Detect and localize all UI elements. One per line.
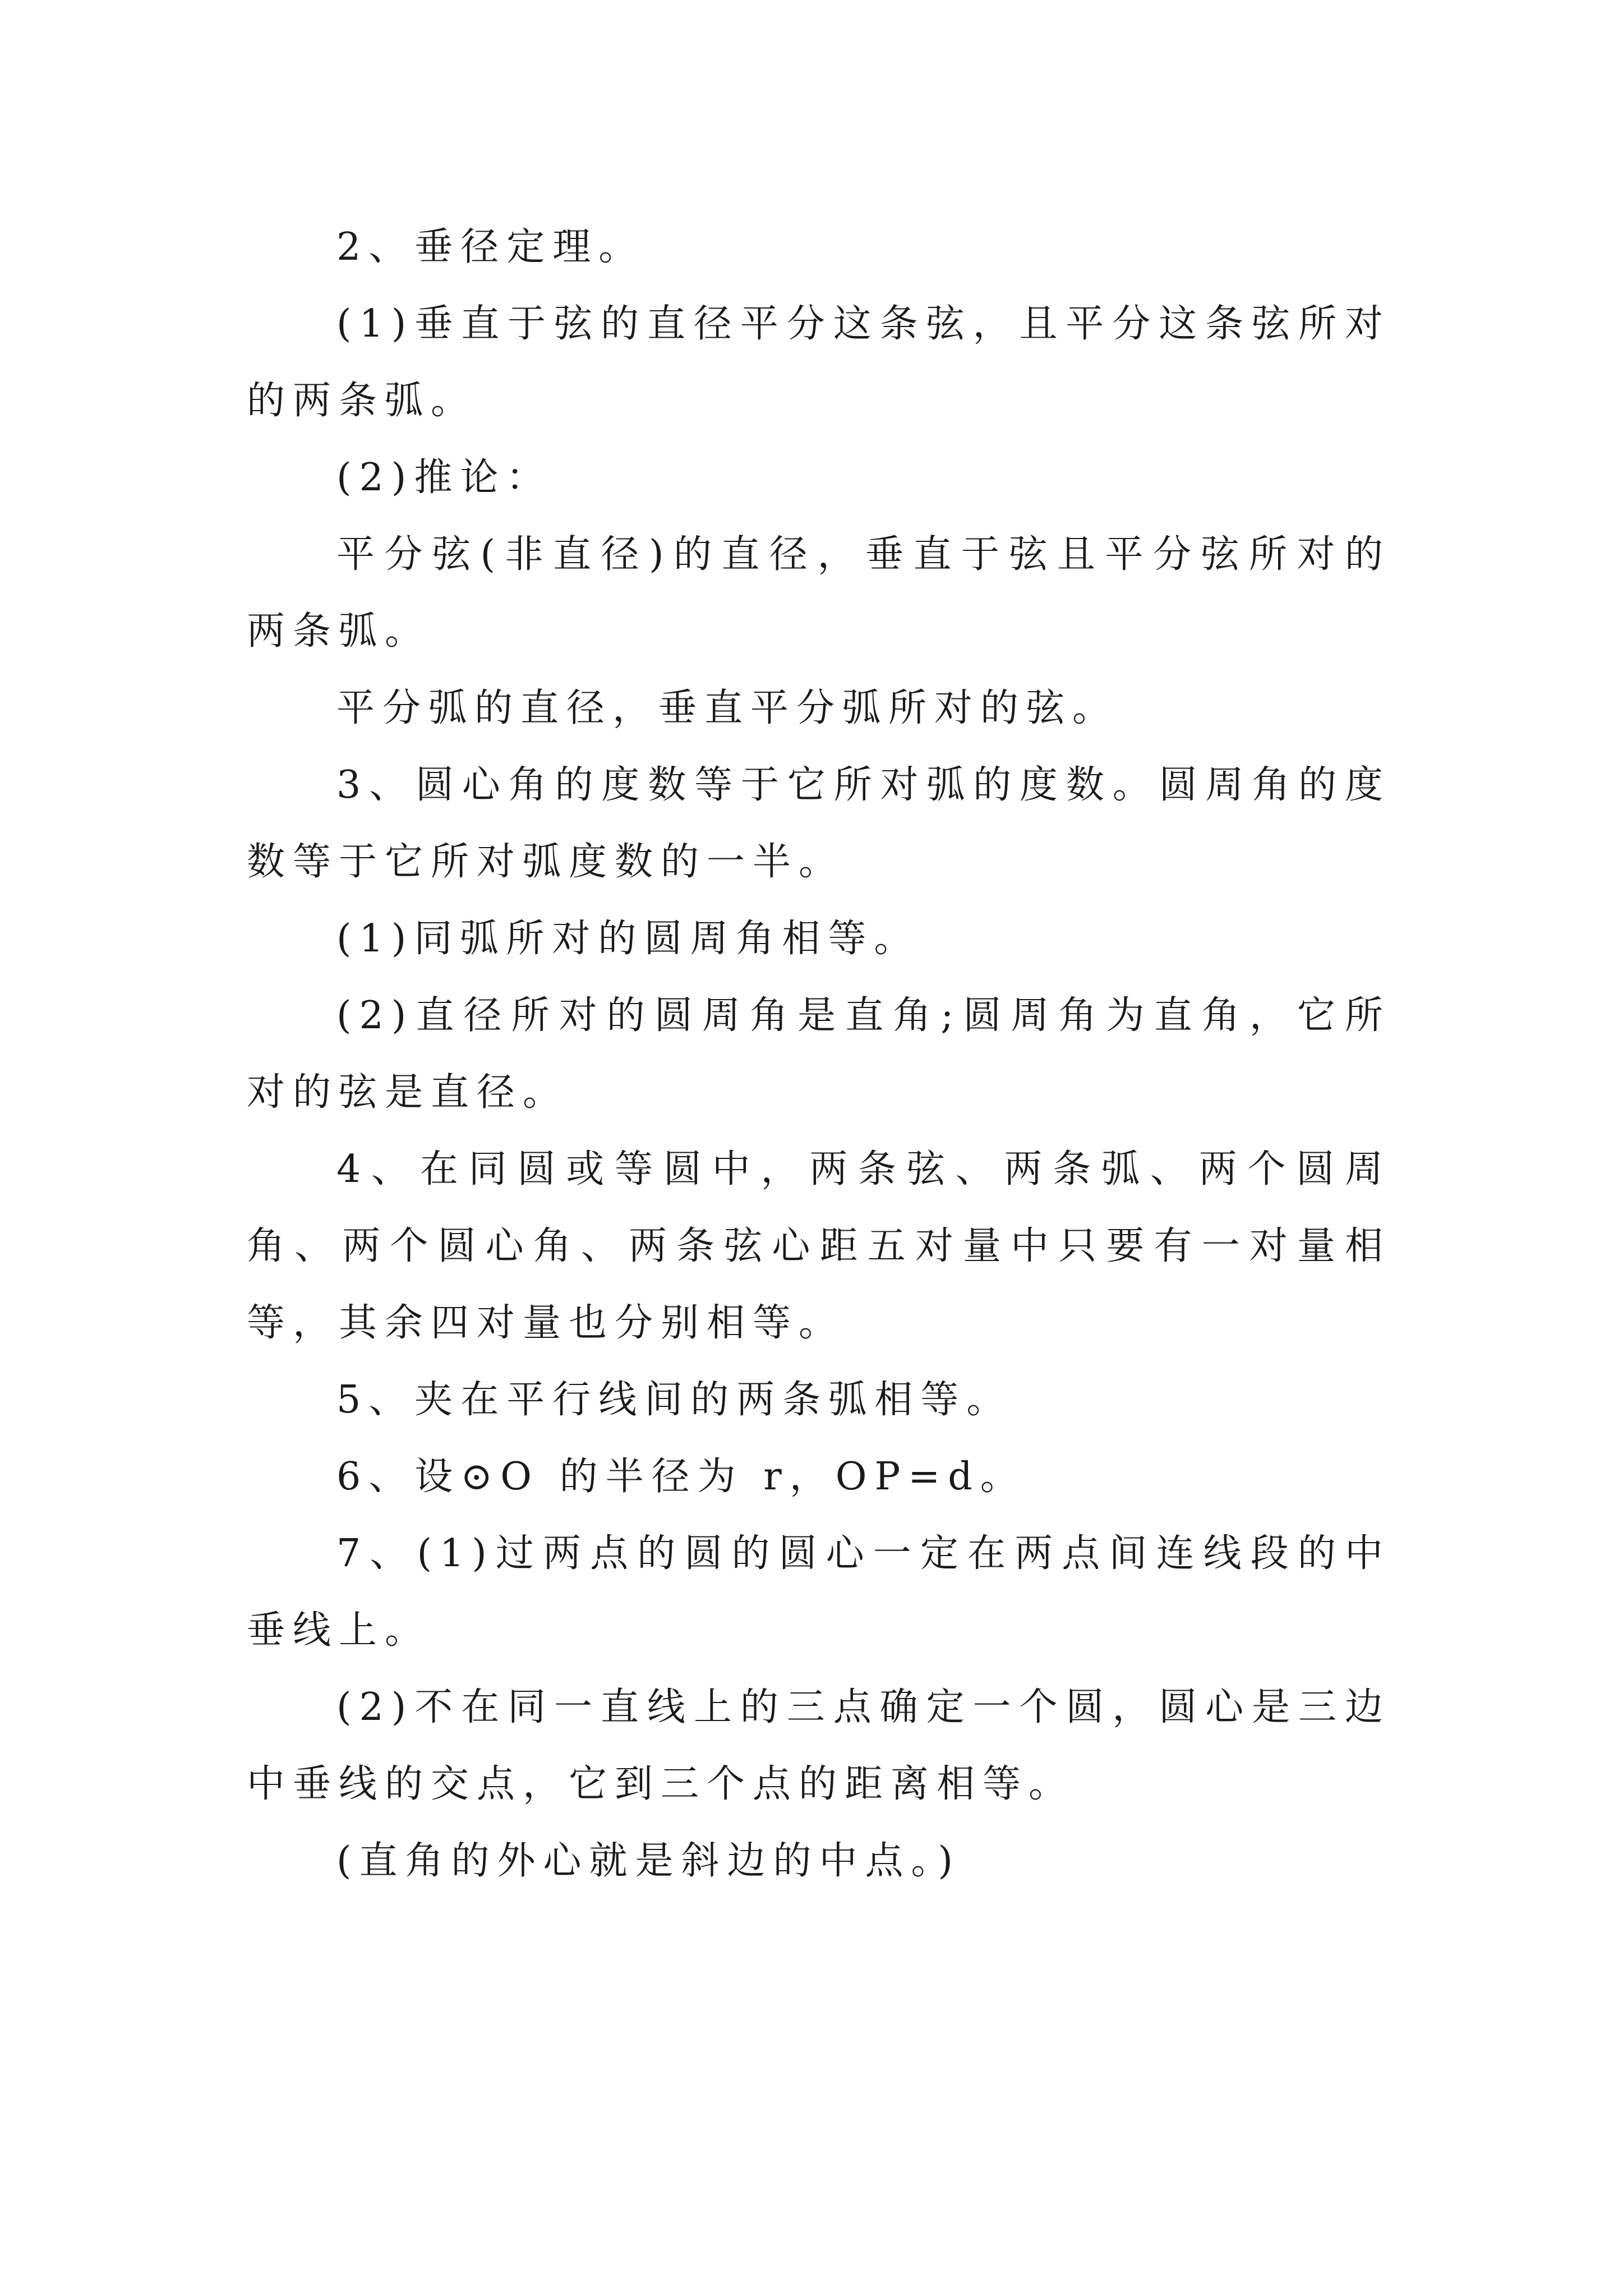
document-body xyxy=(247,209,1391,1899)
paragraph-3: (2)推论： xyxy=(336,455,552,500)
paragraph-10: 5、夹在平行线间的两条弧相等。 xyxy=(336,1378,1013,1422)
paragraph-9: 4、在同圆或等圆中，两条弦、两条弧、两个圆周角、两个圆心角、两条弦心距五对量中只要有一对量相等，其余四对量也分别相等。 xyxy=(247,1147,1391,1345)
paragraph-14: (直角的外心就是斜边的中点。) xyxy=(336,1839,961,1883)
paragraph-6: 3、圆心角的度数等于它所对弧的度数。圆周角的度数等于它所对弧度数的一半。 xyxy=(247,763,1391,884)
paragraph-13: (2)不在同一直线上的三点确定一个圆，圆心是三边中垂线的交点，它到三个点的距离相等。 xyxy=(247,1685,1391,1806)
paragraph-2: (1)垂直于弦的直径平分这条弦，且平分这条弦所对的两条弧。 xyxy=(247,302,1391,423)
paragraph-7: (1)同弧所对的圆周角相等。 xyxy=(336,917,920,961)
paragraph-5: 平分弧的直径，垂直平分弧所对的弦。 xyxy=(336,686,1119,730)
paragraph-4: 平分弦(非直径)的直径，垂直于弦且平分弦所对的两条弧。 xyxy=(247,532,1391,654)
paragraph-11: 6、设⊙O 的半径为 r，OP=d。 xyxy=(336,1455,1026,1499)
paragraph-1: 2、垂径定理。 xyxy=(336,225,645,269)
paragraph-8: (2)直径所对的圆周角是直角;圆周角为直角，它所对的弦是直径。 xyxy=(247,993,1391,1115)
paragraph-12: 7、(1)过两点的圆的圆心一定在两点间连线段的中垂线上。 xyxy=(247,1531,1391,1653)
